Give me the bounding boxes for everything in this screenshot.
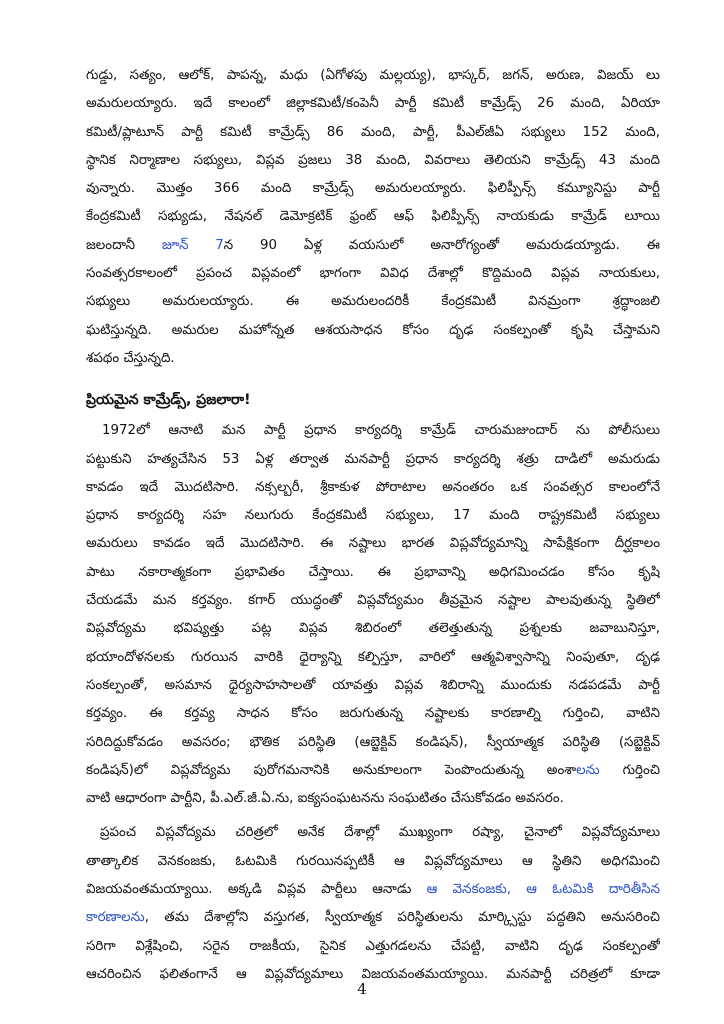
text-line: వాటి ఆధారంగా పార్టీని, పీ.ఎల్.జీ.ఏ.ను, ఐక్యసంఘటనను సంఘటితం చేసుకోవడం అవసరం. — [86, 791, 564, 807]
text-line: కేంద్రకమిటీ సభ్యుడు, నేషనల్ డెమోక్రటిక్ ఫ్రంట్ ఆఫ్ ఫిలిప్పీన్స్ నాయకుడు కామ్రేడ్ లూయి — [86, 209, 660, 225]
page-number: 4 — [357, 980, 367, 998]
paragraph-martyrs — [86, 62, 660, 373]
text-line-with-link — [86, 757, 660, 785]
text-fragment: జలందానీ — [86, 237, 162, 253]
text-line: స్థానిక నిర్మాణాల సభ్యులు, విప్లవ ప్రజలు 38 మంది, వివరాలు తెలియని కామ్రేడ్స్ 43 మంది — [86, 152, 660, 168]
text-line: శపథం చేస్తున్నది. — [86, 350, 175, 366]
text-line: కమిటీ/ప్లాటూన్ పార్టీ కమిటీ కామ్రేడ్స్ 86 మంది, పార్టీ, పీఎల్‌జీఏ సభ్యులు 152 మంది, — [86, 124, 660, 140]
text-fragment: విజయవంతమయ్యాయి. అక్కడి విప్లవ పార్టీలు ఆనాడు — [86, 882, 427, 898]
paragraph-world-history — [86, 819, 660, 989]
text-line: చేయడమే మన కర్తవ్యం. కగార్ యుద్ధంతో విప్లవోద్యమం తీవ్రమైన నష్టాల పాలవుతున్న స్థితిలో — [86, 593, 660, 609]
text-line: ప్రధాన కార్యదర్శి సహ నలుగురు కేంద్రకమిటీ సభ్యులు, 17 మంది రాష్ట్రకమిటీ సభ్యులు — [86, 508, 660, 524]
text-line: ప్రపంచ విప్లవోద్యమ చరిత్రలో అనేక దేశాల్లో ముఖ్యంగా రష్యా, చైనాలో విప్లవోద్యమాలు — [100, 825, 660, 841]
paragraph-losses — [86, 417, 660, 813]
text-fragment: కండిషన్)లో విప్లవోద్యమ పురోగమనానికి అనుకూలంగా పెంపొందుతున్న అంశా — [86, 762, 577, 778]
text-line: భయాందోళనలకు గురయిన వారికి ధైర్యాన్ని కల్పిస్తూ, వారిలో ఆత్మవిశ్వాసాన్ని నింపుతూ, దృఢ — [86, 649, 660, 665]
text-line: సరిగా విశ్లేషించి, సరైన రాజకీయ, సైనిక ఎత్తుగడలను చేపట్టి, వాటిని దృఢ సంకల్పంతో — [86, 938, 660, 954]
text-fragment: , తమ దేశాల్లోని వస్తుగత, స్వీయాత్మక పరిస్థితులను మార్క్సిస్టు పద్ధతిని అనుసరించి — [144, 910, 660, 926]
text-line: ఘటిస్తున్నది. అమరుల మహోన్నత ఆశయసాధన కోసం దృఢ సంకల్పంతో కృషి చేస్తామని — [86, 322, 660, 338]
date-link[interactable]: జూన్ 7 — [161, 237, 224, 253]
text-line: 1972లో ఆనాటి మన పార్టీ ప్రధాన కార్యదర్శి కామ్రేడ్ చారుమజుందార్ ను పోలీసులు — [102, 423, 660, 439]
text-line: అమరులు కావడం ఇదే మొదటిసారి. ఈ నష్టాలు భారత విప్లవోద్యమాన్ని సాపేక్షికంగా దీర్ఘకాలం — [86, 536, 660, 552]
text-fragment: న 90 ఏళ్ల వయసులో అనారోగ్యంతో అమరుడయ్యాడు. ఈ — [223, 237, 660, 253]
text-line: విప్లవోద్యమ భవిష్యత్తు పట్ల విప్లవ శిబిరంలో తలెత్తుతున్న ప్రశ్నలకు జవాబునిస్తూ, — [86, 621, 660, 637]
highlighted-link[interactable]: కారణాలను — [86, 910, 145, 926]
highlighted-link[interactable]: లను — [576, 762, 600, 778]
text-line-with-link — [86, 876, 660, 904]
text-line: సంవత్సరకాలంలో ప్రపంచ విప్లవంలో భాగంగా వివిధ దేశాల్లో కొద్దిమంది విప్లవ నాయకులు, — [86, 266, 660, 282]
text-line: పట్టుకుని హత్యచేసిన 53 ఏళ్ల తర్వాత మనపార్టీ ప్రధాన కార్యదర్శి శత్రు దాడిలో అమరుడు — [86, 451, 660, 467]
text-line: సభ్యులు అమరులయ్యారు. ఈ అమరులందరికీ కేంద్రకమిటీ వినమ్రంగా శ్రద్ధాంజలి — [86, 294, 660, 310]
text-line: వున్నారు. మొత్తం 366 మంది కామ్రేడ్స్ అమరులయ్యారు. ఫిలిప్పీన్స్ కమ్యూనిస్టు పార్టీ — [86, 181, 660, 197]
text-line: ఆచరించిన ఫలితంగానే ఆ విప్లవోద్యమాలు విజయవంతమయ్యాయి. మనపార్టీ చరిత్రలో కూడా — [86, 966, 660, 982]
text-line: పాటు నకారాత్మకంగా ప్రభావితం చేస్తాయి. ఈ ప్రభావాన్ని అధిగమించడం కోసం కృషి — [86, 564, 660, 580]
section-heading: ప్రియమైన కామ్రేడ్స్, ప్రజలారా! — [86, 392, 251, 409]
text-fragment: గుర్తించి — [599, 762, 660, 778]
text-line: కావడం ఇదే మొదటిసారి. నక్సల్బరీ, శ్రీకాకుళ పోరాటాల అనంతరం ఒక సంవత్సర కాలంలోనే — [86, 479, 660, 495]
page-content — [86, 62, 660, 989]
text-line-with-link — [86, 232, 660, 260]
text-line: గుడ్డు, సత్యం, ఆలోక్, పాపన్న, మధు (ఏగోళపు మల్లయ్య), భాస్కర్, జగన్, అరుణ, విజయ్ లు — [86, 68, 660, 83]
text-line: అమరులయ్యారు. ఇదే కాలంలో జిల్లాకమిటీ/కంపెనీ పార్టీ కమిటీ కామ్రేడ్స్ 26 మంది, ఏరియా — [86, 96, 660, 112]
text-line: తాత్కాలిక వెనకంజకు, ఓటమికి గురయినప్పటికీ ఆ విప్లవోద్యమాలు ఆ స్థితిని అధిగమించి — [86, 853, 660, 869]
text-line: సరిదిద్దుకోవడం అవసరం; భౌతిక పరిస్థితి (ఆబ్జెక్టివ్ కండిషన్), స్వీయాత్మక పరిస్థితి (సబ్జెక్టివ్ — [86, 734, 660, 750]
text-line: సంకల్పంతో, అసమాన ధైర్యసాహసాలతో యావత్తు విప్లవ శిబిరాన్ని ముందుకు నడపడమే పార్టీ — [86, 677, 660, 693]
text-line: కర్తవ్యం. ఈ కర్తవ్య సాధన కోసం జరుగుతున్న నష్టాలకు కారణాల్ని గుర్తించి, వాటిని — [86, 706, 660, 722]
text-line-with-link — [86, 904, 660, 932]
highlighted-link[interactable]: ఆ వెనకంజకు, ఆ ఓటమికి దారితీసిన — [426, 882, 660, 898]
